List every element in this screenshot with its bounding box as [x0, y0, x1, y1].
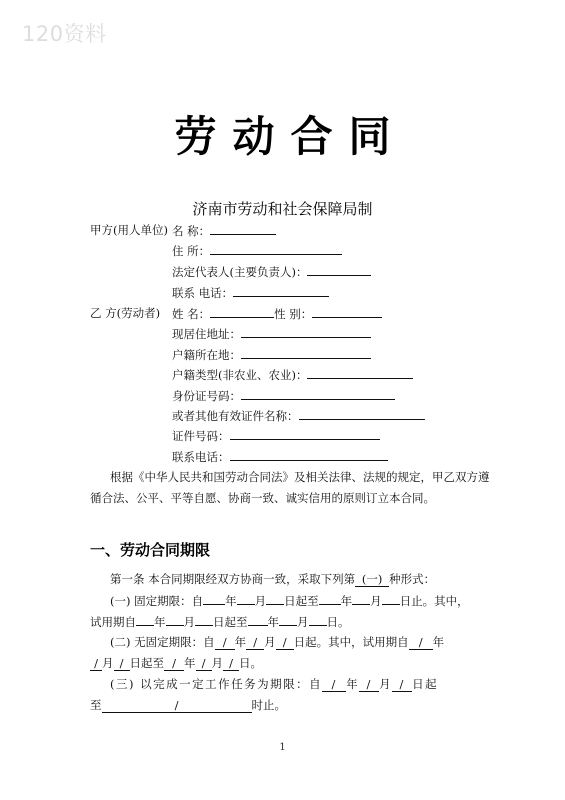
month-unit: 月 — [379, 677, 393, 691]
party-a-legal-rep-blank[interactable] — [307, 264, 371, 276]
option-1-line-1 — [110, 593, 469, 608]
o3-end-text: 时止。 — [251, 698, 286, 712]
party-b-cert-no-blank[interactable] — [230, 428, 380, 440]
party-b-gender-label: 性 别： — [274, 307, 313, 321]
year-unit: 年 — [184, 656, 196, 670]
month-unit: 月 — [183, 615, 195, 629]
o2-probation-year-blank[interactable]: / — [409, 635, 433, 650]
end-month-blank[interactable] — [352, 593, 370, 605]
month-unit: 月 — [370, 594, 382, 608]
option-1-line-2 — [90, 614, 350, 629]
party-a-legal-rep-label: 法定代表人(主要负责人)： — [172, 265, 308, 279]
party-b-other-id-blank[interactable] — [299, 408, 425, 420]
party-b-phone-label: 联系电话： — [172, 450, 230, 464]
page-number: 1 — [279, 742, 286, 753]
month-unit: 月 — [254, 594, 267, 608]
party-b-gender-blank[interactable] — [312, 306, 382, 318]
period-end-text: 日。 — [326, 615, 350, 629]
start-year-blank[interactable] — [203, 593, 225, 605]
o2-start-year-blank[interactable]: / — [215, 635, 235, 650]
option-1-label: (一) 固定期限：自 — [110, 594, 204, 608]
option-3-label: (三) 以完成一定工作任务为期限：自 — [110, 677, 323, 691]
party-b-phone-line — [172, 449, 388, 464]
party-a-phone-line — [172, 285, 329, 300]
party-b-id-blank[interactable] — [241, 388, 395, 400]
party-b-id-line — [172, 388, 395, 403]
party-a-phone-blank[interactable] — [233, 285, 329, 297]
month-unit: 月 — [264, 635, 276, 649]
option-2-line-2 — [90, 656, 262, 671]
party-b-label: 乙 方(劳动者) — [90, 306, 161, 320]
party-a-address-line — [172, 243, 342, 258]
article-1-suffix: 种形式： — [389, 572, 436, 586]
probation-start-day-blank[interactable] — [195, 614, 213, 626]
party-b-phone-blank[interactable] — [230, 449, 388, 461]
party-b-hukou-type-label: 户籍类型(非农业、农业)： — [172, 368, 308, 382]
option-3-line-2 — [90, 698, 286, 713]
probation-start-year-blank[interactable] — [136, 614, 154, 626]
party-b-hukou-type-blank[interactable] — [307, 367, 413, 379]
year-unit: 年 — [267, 615, 279, 629]
from-text: 日起至 — [129, 656, 164, 670]
watermark: 120资料 — [22, 22, 107, 46]
party-a-name-line — [172, 223, 276, 238]
probation-end-year-blank[interactable] — [248, 614, 268, 626]
party-b-hukou-type-line — [172, 367, 413, 382]
article-1-choice[interactable]: (一) — [355, 572, 389, 587]
until-text: 日止。其中， — [399, 594, 469, 608]
intro-line-2: 循合法、公平、平等自愿、协商一致、诚实信用的原则订立本合同。 — [90, 491, 435, 505]
year-unit: 年 — [154, 615, 166, 629]
o2-probation-day-blank[interactable]: / — [114, 656, 130, 671]
option-3-line-1 — [110, 677, 438, 692]
party-b-id-label: 身份证号码： — [172, 389, 241, 403]
party-b-cert-no-line — [172, 428, 380, 443]
party-a-address-label: 住 所： — [172, 244, 211, 258]
from-text: 日起至 — [284, 594, 319, 608]
contract-title: 劳动合同 — [174, 112, 407, 161]
party-b-cert-no-label: 证件号码： — [172, 429, 230, 443]
option-2-line-1 — [110, 635, 444, 650]
year-unit: 年 — [340, 594, 353, 608]
party-b-name-label: 姓 名： — [172, 307, 211, 321]
month-unit: 月 — [102, 656, 114, 670]
party-a-phone-label: 联系 电话： — [172, 286, 234, 300]
o2-start-month-blank[interactable]: / — [246, 635, 264, 650]
article-1-prefix: 第一条 本合同期限经双方协商一致，采取下列第 — [110, 572, 356, 586]
party-b-hukou-blank[interactable] — [241, 347, 371, 359]
party-b-hukou-label: 户籍所在地： — [172, 348, 241, 362]
start-month-blank[interactable] — [237, 593, 255, 605]
issuer-line: 济南市劳动和社会保障局制 — [192, 200, 373, 218]
section-1-heading: 一、劳动合同期限 — [90, 541, 211, 559]
party-b-address-blank[interactable] — [241, 326, 371, 338]
party-b-name-blank[interactable] — [210, 306, 274, 318]
party-a-name-blank[interactable] — [210, 223, 276, 235]
intro-line-1: 根据《中华人民共和国劳动合同法》及相关法律、法规的规定，甲乙双方遵 — [110, 470, 490, 484]
option-2-label: (二) 无固定期限：自 — [110, 635, 215, 649]
end-day-blank[interactable] — [382, 593, 400, 605]
o3-from-text: 日起 — [412, 677, 439, 691]
o3-start-month-blank[interactable]: / — [359, 677, 379, 692]
article-1-line — [110, 572, 435, 587]
probation-label: 试用期自 — [90, 615, 136, 629]
start-day-blank[interactable] — [266, 593, 284, 605]
probation-start-month-blank[interactable] — [166, 614, 184, 626]
party-b-address-label: 现居住地址： — [172, 327, 241, 341]
o3-start-day-blank[interactable]: / — [392, 677, 412, 692]
probation-end-month-blank[interactable] — [279, 614, 297, 626]
end-year-blank[interactable] — [319, 593, 341, 605]
o3-start-year-blank[interactable]: / — [322, 677, 346, 692]
party-b-other-id-line — [172, 408, 425, 423]
year-unit: 年 — [234, 635, 247, 649]
o2-start-day-blank[interactable]: / — [276, 635, 294, 650]
month-unit: 月 — [297, 615, 309, 629]
year-unit: 年 — [225, 594, 237, 608]
party-a-address-blank[interactable] — [210, 243, 342, 255]
party-b-hukou-line — [172, 347, 371, 362]
party-b-other-id-label: 或者其他有效证件名称： — [172, 409, 299, 423]
o2-probation-end-year-blank[interactable]: / — [164, 656, 184, 671]
year-unit: 年 — [346, 677, 360, 691]
party-a-name-label: 名 称： — [172, 224, 211, 238]
from-text: 日起至 — [213, 615, 248, 629]
o3-end-blank[interactable]: / — [102, 698, 252, 713]
o3-to-text: 至 — [90, 698, 102, 712]
o2-end-text: 日。 — [239, 656, 262, 670]
o2-probation-month-blank[interactable]: / — [90, 656, 102, 671]
probation-end-day-blank[interactable] — [309, 614, 327, 626]
party-b-address-line — [172, 326, 371, 341]
year-unit: 年 — [432, 635, 445, 649]
party-a-label: 甲方(用人单位) — [90, 223, 168, 237]
party-a-legal-rep-line — [172, 264, 371, 279]
o2-from-text: 日起。其中，试用期自 — [293, 635, 409, 649]
o2-probation-end-day-blank[interactable]: / — [223, 656, 239, 671]
o2-probation-end-month-blank[interactable]: / — [196, 656, 212, 671]
month-unit: 月 — [211, 656, 223, 670]
party-b-name-line — [172, 306, 382, 321]
